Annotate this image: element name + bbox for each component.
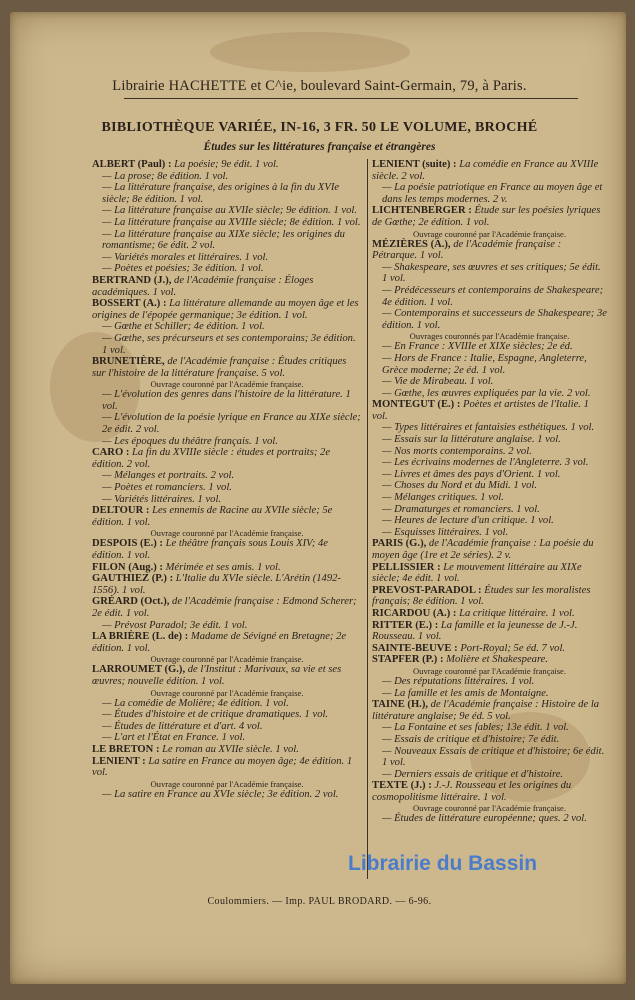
work-title: de l'Académie française : La poésie du moyen âge (1re et 2e séries). 2 v.: [372, 538, 594, 561]
work-title: — Variétés morales et littéraires. 1 vol.: [102, 251, 269, 263]
author-name: LICHTENBERGER :: [372, 205, 475, 217]
work-title: — Les époques du théâtre français. 1 vol.: [102, 435, 278, 447]
catalog-entry: [372, 388, 607, 400]
catalog-entry: [92, 447, 362, 470]
catalog-entry: [372, 457, 607, 469]
catalog-entry: [92, 275, 362, 298]
work-title: de l'Académie française : Pétrarque. 1 vol.: [372, 238, 562, 262]
catalog-entry: [372, 676, 607, 688]
catalog-entry: [92, 562, 362, 574]
author-name: LENIENT :: [92, 755, 149, 767]
catalog-entry: [92, 333, 362, 356]
work-title: Étude sur les poésies lyriques de Gœthe; 2e édition. 1 vol.: [372, 205, 601, 228]
catalog-entry: [372, 562, 607, 585]
work-title: J.-J. Rousseau et les origines du cosmopolitisme littéraire. 1 vol.: [372, 780, 572, 803]
author-name: PREVOST-PARADOL :: [372, 584, 485, 596]
work-title: La poésie; 9e édit. 1 vol.: [174, 159, 279, 170]
work-title: — Variétés littéraires. 1 vol.: [102, 493, 222, 505]
catalog-entry: [92, 389, 362, 412]
catalog-entry: [92, 298, 362, 321]
catalog-entry: [92, 631, 362, 654]
catalog-entry: [92, 709, 362, 721]
award-note: Ouvrage couronné par l'Académie française.: [412, 228, 567, 239]
work-title: — La littérature française au XIXe siècle; les origines du romantisme; 6e édit. 2 vol.: [102, 228, 345, 252]
work-title: — Poètes et poésies; 3e édition. 1 vol.: [102, 263, 264, 275]
work-title: — Des réputations littéraires. 1 vol.: [382, 675, 535, 687]
work-title: Le roman au XVIIe siècle. 1 vol.: [162, 743, 299, 755]
work-title: — Contemporains et successeurs de Shakespeare; 3e édition. 1 vol.: [382, 308, 607, 331]
work-title: L'Italie du XVIe siècle. L'Arétin (1492-1556). 1 vol.: [92, 573, 341, 596]
author-name: LARROUMET (G.),: [92, 664, 188, 676]
award-note: Ouvrage couronné par l'Académie française.: [150, 687, 304, 698]
catalog-entry: [372, 376, 607, 388]
catalog-entry: [372, 469, 607, 481]
author-name: MONTEGUT (E.) :: [372, 399, 464, 411]
catalog-entry: [92, 182, 362, 205]
catalog-entry: [92, 538, 362, 561]
work-title: de l'Académie française : Histoire de la littérature anglaise; 9e éd. 5 vol.: [372, 699, 600, 722]
printer-footer: Coulommiers. — Imp. PAUL BRODARD. — 6-96.: [207, 896, 432, 907]
work-title: de l'Académie française : Edmond Scherer; 2e édit. 1 vol.: [92, 596, 357, 619]
work-title: Le théâtre français sous Louis XIV; 4e édition. 1 vol.: [92, 538, 329, 561]
catalog-entry: [92, 721, 362, 733]
column-divider: [367, 159, 368, 879]
work-title: Mérimée et ses amis. 1 vol.: [165, 561, 281, 573]
work-title: — Choses du Nord et du Midi. 1 vol.: [382, 480, 537, 492]
work-title: Les ennemis de Racine au XVIIe siècle; 5e édition. 1 vol.: [92, 505, 333, 528]
work-title: Poètes et artistes de l'Italie. 1 vol.: [372, 399, 589, 422]
catalog-entry: [372, 527, 607, 539]
work-title: Port-Royal; 5e éd. 7 vol.: [460, 642, 566, 654]
catalog-entry: [372, 434, 607, 446]
author-name: MÉZIÈRES (A.),: [372, 238, 454, 250]
work-title: — Les écrivains modernes de l'Angleterre. 3 vol.: [382, 457, 589, 469]
catalog-entry: [92, 205, 362, 217]
catalog-entry: [92, 159, 362, 171]
author-name: TAINE (H.),: [372, 699, 431, 711]
catalog-entry: [372, 722, 607, 734]
author-name: BRUNETIÈRE,: [92, 356, 168, 368]
work-title: — Gœthe, ses précurseurs et ses contemporains; 3e édition. 1 vol.: [102, 332, 356, 356]
catalog-entry: [372, 159, 607, 182]
catalog-entry: [372, 285, 607, 308]
catalog-entry: [92, 732, 362, 744]
catalog-entry: [92, 494, 362, 506]
author-name: FILON (Aug.) :: [92, 561, 166, 573]
catalog-entry: [92, 217, 362, 229]
catalog-entry: [92, 412, 362, 435]
catalog-entry: [92, 436, 362, 448]
catalog-entry: [372, 353, 607, 376]
author-name: LENIENT (suite) :: [372, 159, 460, 170]
catalog-entry: [372, 780, 607, 803]
work-title: — Nos morts contemporains. 2 vol.: [382, 445, 532, 457]
work-title: — Gœthe et Schiller; 4e édition. 1 vol.: [102, 321, 265, 333]
author-name: PARIS (G.),: [372, 538, 429, 550]
work-title: Le mouvement littéraire au XIXe siècle; 4e édit. 1 vol.: [372, 561, 582, 585]
author-name: DESPOIS (E.) :: [92, 538, 166, 550]
catalog-entry: [372, 538, 607, 561]
work-title: La fin du XVIIIe siècle : études et portraits; 2e édition. 2 vol.: [92, 447, 331, 470]
catalog-entry: [372, 308, 607, 331]
catalog-entry: [372, 341, 607, 353]
work-title: — Vie de Mirabeau. 1 vol.: [382, 376, 494, 388]
work-title: de l'Académie française : Éloges académiques. 1 vol.: [92, 274, 314, 298]
work-title: — La Fontaine et ses fables; 13e édit. 1 vol.: [382, 722, 569, 734]
author-name: STAPFER (P.) :: [372, 654, 447, 666]
work-title: — Poètes et romanciers. 1 vol.: [102, 482, 232, 494]
work-title: Études sur les moralistes français; 8e édition. 1 vol.: [372, 584, 591, 608]
author-name: RITTER (E.) :: [372, 619, 441, 631]
work-title: — Shakespeare, ses œuvres et ses critiques; 5e édit. 1 vol.: [382, 261, 601, 285]
catalog-entry: [92, 470, 362, 482]
left-column: [92, 159, 362, 800]
author-name: GRÉARD (Oct.),: [92, 596, 173, 608]
catalog-entry: [372, 492, 607, 504]
catalog-entry: [92, 321, 362, 333]
work-title: Madame de Sévigné en Bretagne; 2e édition. 1 vol.: [92, 631, 347, 654]
work-title: La famille et la jeunesse de J.-J. Rousseau. 1 vol.: [372, 619, 578, 643]
catalog-entry: [372, 699, 607, 722]
catalog-entry: [92, 789, 362, 801]
section-subtitle: Études sur les littératures française et étrangères: [203, 141, 436, 153]
author-name: BOSSERT (A.) :: [92, 298, 170, 310]
work-title: — Types littéraires et fantaisies esthétiques. 1 vol.: [382, 422, 595, 434]
catalog-entry: [372, 585, 607, 608]
work-title: — Nouveaux Essais de critique et d'histoire; 6e édit. 1 vol.: [382, 745, 605, 769]
work-title: — La littérature française au XVIIIe siècle; 8e édition. 1 vol.: [102, 216, 361, 228]
catalog-entry: [372, 620, 607, 643]
award-note: Ouvrage couronné par l'Académie française.: [150, 778, 304, 789]
work-title: — La littérature française, des origines à la fin du XVIe siècle; 8e édition. 1 vol.: [102, 182, 340, 205]
right-column: [372, 159, 607, 825]
work-title: — Dramaturges et romanciers. 1 vol.: [382, 503, 540, 515]
catalog-entry: [92, 356, 362, 379]
work-title: — Gœthe, les œuvres expliquées par la vie. 2 vol.: [382, 387, 591, 399]
work-title: — Mélanges et portraits. 2 vol.: [102, 470, 235, 482]
work-title: — Mélanges critiques. 1 vol.: [382, 492, 504, 504]
catalog-entry: [92, 596, 362, 619]
catalog-entry: [372, 480, 607, 492]
work-title: — L'évolution des genres dans l'histoire de la littérature. 1 vol.: [102, 389, 351, 412]
author-name: RICARDOU (A.) :: [372, 607, 460, 619]
author-name: CARO :: [92, 447, 133, 459]
work-title: — Prédécesseurs et contemporains de Shakespeare; 4e édition. 1 vol.: [382, 284, 604, 308]
work-title: de l'Académie française : Études critiques sur l'histoire de la littérature française. 5 vol.: [92, 356, 347, 379]
catalog-entry: [372, 422, 607, 434]
catalog-entry: [372, 746, 607, 769]
work-title: — La prose; 8e édition. 1 vol.: [102, 170, 229, 182]
catalog-entry: [92, 664, 362, 687]
catalog-entry: [372, 734, 607, 746]
catalog-entry: [372, 205, 607, 228]
author-name: TEXTE (J.) :: [372, 780, 435, 792]
book-back-cover: [10, 12, 626, 984]
award-note: Ouvrages couronnés par l'Académie française.: [409, 331, 570, 342]
catalog-entry: [92, 756, 362, 779]
work-title: — L'évolution de la poésie lyrique en France au XIXe siècle; 2e édit. 2 vol.: [102, 412, 361, 436]
award-note: Ouvrage couronné par l'Académie française.: [412, 803, 567, 814]
catalog-entry: [372, 239, 607, 262]
catalog-entry: [92, 698, 362, 710]
author-name: BERTRAND (J.),: [92, 274, 175, 286]
catalog-entry: [92, 573, 362, 596]
work-title: — La poésie patriotique en France au moyen âge et dans les temps modernes. 2 v.: [382, 182, 603, 205]
work-title: — Études de littérature européenne; ques. 2 vol.: [382, 813, 587, 825]
work-title: — Études de littérature et d'art. 4 vol.: [102, 720, 263, 732]
award-note: Ouvrage couronné par l'Académie française.: [150, 528, 304, 539]
catalog-entry: [372, 608, 607, 620]
watermark-text: Librairie du Bassin: [348, 852, 538, 875]
catalog-entry: [92, 171, 362, 183]
catalog-entry: [92, 252, 362, 264]
author-name: PELLISSIER :: [372, 561, 444, 573]
author-name: GAUTHIEZ (P.) :: [92, 573, 176, 585]
author-name: ALBERT (Paul) :: [92, 159, 175, 170]
catalog-entry: [92, 505, 362, 528]
work-title: — Hors de France : Italie, Espagne, Angleterre, Grèce moderne; 2e éd. 1 vol.: [382, 352, 587, 376]
catalog-entry: [92, 229, 362, 252]
catalog-entry: [372, 446, 607, 458]
author-name: SAINTE-BEUVE :: [372, 642, 461, 654]
work-title: — Esquisses littéraires. 1 vol.: [382, 526, 509, 538]
work-title: La littérature allemande au moyen âge et les origines de l'épopée germanique; 3e édition. 1 vol.: [92, 298, 359, 321]
catalog-entry: [372, 813, 607, 825]
work-title: — L'art et l'État en France. 1 vol.: [102, 732, 246, 744]
work-title: La critique littéraire. 1 vol.: [459, 607, 575, 619]
work-title: — Essais sur la littérature anglaise. 1 vol.: [382, 434, 561, 446]
publisher-line: Librairie HACHETTE et C^ie, boulevard Saint-Germain, 79, à Paris.: [112, 78, 527, 94]
award-note: Ouvrage couronné par l'Académie française.: [412, 665, 567, 676]
work-title: Molière et Shakespeare.: [446, 654, 549, 666]
work-title: — Derniers essais de critique et d'histoire.: [382, 768, 564, 780]
catalog-entry: [372, 399, 607, 422]
award-note: Ouvrage couronné par l'Académie française.: [150, 654, 304, 665]
author-name: DELTOUR :: [92, 505, 153, 517]
catalog-entry: [92, 620, 362, 632]
catalog-entry: [372, 654, 607, 666]
author-name: LA BRIÈRE (L. de) :: [92, 631, 191, 643]
catalog-entry: [372, 769, 607, 781]
work-title: La satire en France au moyen âge; 4e édition. 1 vol.: [92, 755, 353, 779]
work-title: — En France : XVIIIe et XIXe siècles; 2e éd.: [382, 341, 573, 353]
catalog-entry: [92, 263, 362, 275]
catalog-entry: [372, 515, 607, 527]
catalog-entry: [92, 744, 362, 756]
award-note: Ouvrage couronné par l'Académie française.: [150, 379, 304, 390]
catalog-entry: [372, 643, 607, 655]
catalog-entry: [372, 182, 607, 205]
work-title: — Livres et âmes des pays d'Orient. 1 vol.: [382, 468, 561, 480]
series-title: BIBLIOTHÈQUE VARIÉE, IN-16, 3 FR. 50 LE VOLUME, BROCHÉ: [101, 120, 538, 135]
work-title: — La satire en France au XVIe siècle; 3e édition. 2 vol.: [102, 788, 339, 800]
work-title: — Prévost Paradol; 3e édit. 1 vol.: [102, 619, 248, 631]
work-title: de l'Institut : Marivaux, sa vie et ses œuvres; nouvelle édition. 1 vol.: [92, 664, 342, 687]
catalog-entry: [92, 482, 362, 494]
work-title: — Essais de critique et d'histoire; 7e édit.: [382, 733, 560, 745]
work-title: La comédie en France au XVIIIe siècle. 2 vol.: [372, 159, 599, 182]
work-title: — La famille et les amis de Montaigne.: [382, 687, 549, 699]
author-name: LE BRETON :: [92, 743, 163, 755]
foxing-stain: [210, 32, 410, 72]
catalog-entry: [372, 504, 607, 516]
work-title: — La littérature française au XVIIe siècle; 9e édition. 1 vol.: [102, 205, 357, 217]
work-title: — Heures de lecture d'un critique. 1 vol.: [382, 515, 554, 527]
work-title: — La comédie de Molière; 4e édition. 1 vol.: [102, 697, 289, 709]
catalog-entry: [372, 262, 607, 285]
catalog-entry: [372, 688, 607, 700]
header-rule: [124, 98, 578, 99]
work-title: — Études d'histoire et de critique dramatiques. 1 vol.: [102, 709, 329, 721]
